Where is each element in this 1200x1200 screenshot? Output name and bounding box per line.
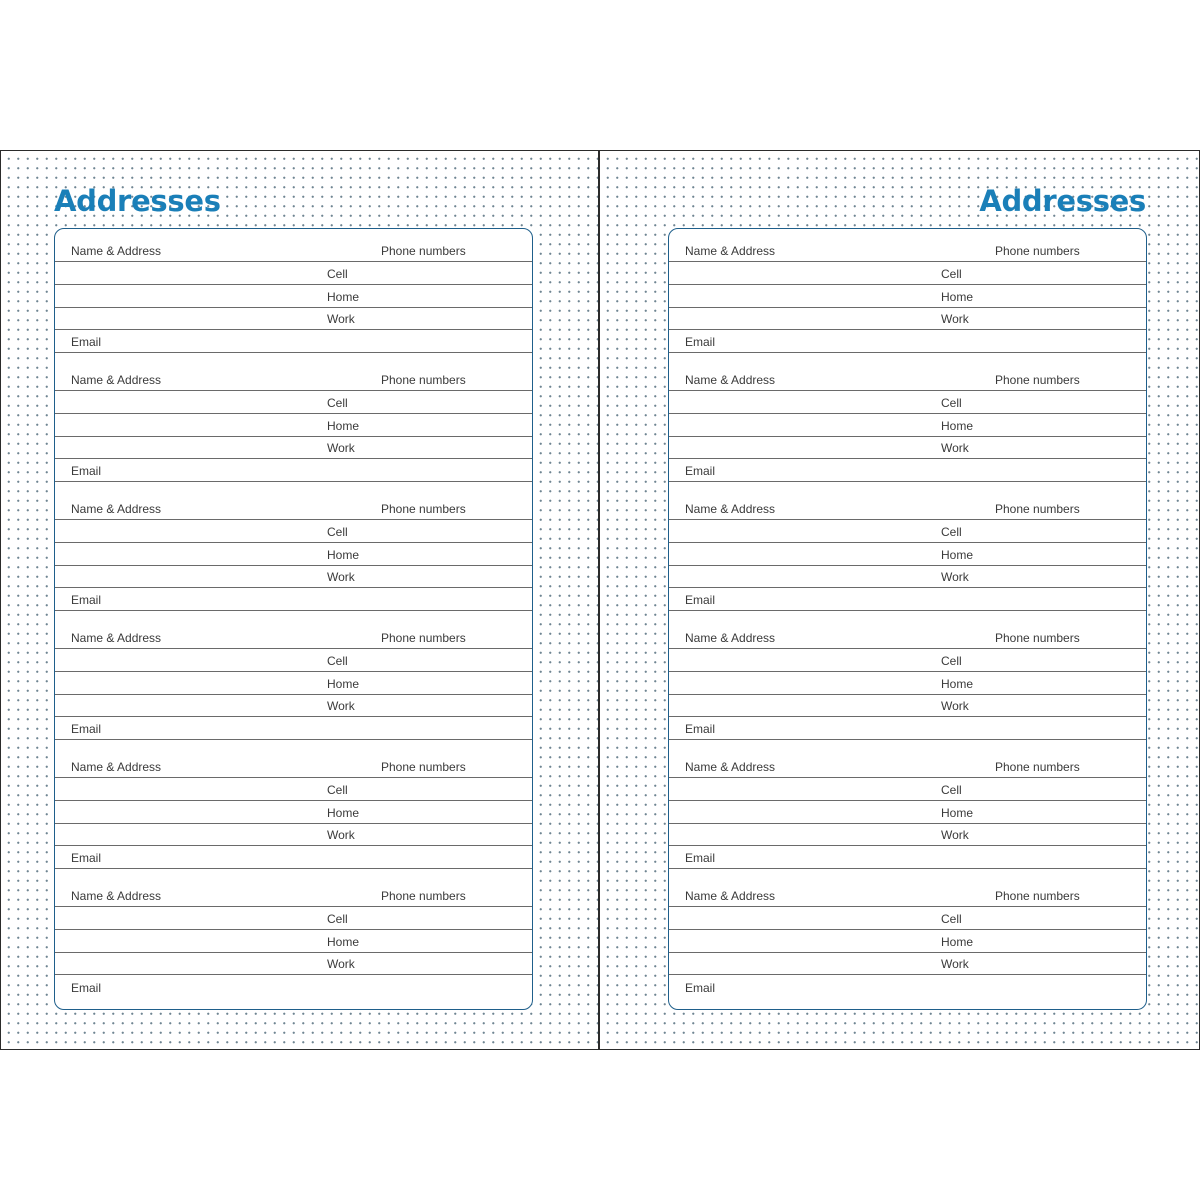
home-row[interactable] (55, 543, 532, 566)
email-label: Email (685, 981, 716, 996)
work-label: Work (941, 441, 969, 456)
work-label: Work (327, 570, 355, 585)
left-page (0, 150, 599, 1050)
work-label: Work (327, 699, 355, 714)
notebook-spread (0, 150, 1200, 1050)
phone-numbers-label: Phone numbers (381, 760, 466, 774)
name-address-row[interactable] (55, 239, 532, 262)
home-row[interactable] (55, 672, 532, 695)
name-address-row[interactable] (669, 755, 1146, 778)
phone-numbers-label: Phone numbers (995, 760, 1080, 774)
home-row[interactable] (669, 930, 1146, 953)
email-label: Email (685, 593, 716, 608)
email-row[interactable] (669, 717, 1146, 740)
phone-numbers-label: Phone numbers (381, 373, 466, 387)
name-address-label: Name & Address (71, 373, 162, 387)
home-label: Home (941, 289, 974, 304)
email-label: Email (685, 464, 716, 479)
address-entry (55, 487, 532, 616)
home-row[interactable] (669, 801, 1146, 824)
email-row[interactable] (669, 846, 1146, 869)
name-address-label: Name & Address (685, 889, 776, 903)
name-address-label: Name & Address (71, 760, 162, 774)
cell-row[interactable] (669, 262, 1146, 285)
work-row[interactable] (55, 566, 532, 589)
address-entry (669, 358, 1146, 487)
email-row[interactable] (669, 330, 1146, 353)
home-label: Home (327, 289, 360, 304)
phone-numbers-label: Phone numbers (381, 631, 466, 645)
phone-numbers-label: Phone numbers (995, 502, 1080, 516)
name-address-row[interactable] (55, 497, 532, 520)
work-row[interactable] (55, 824, 532, 847)
cell-label: Cell (327, 266, 348, 281)
home-row[interactable] (669, 414, 1146, 437)
email-row[interactable] (669, 975, 1146, 998)
cell-row[interactable] (55, 262, 532, 285)
name-address-row[interactable] (669, 239, 1146, 262)
email-label: Email (71, 851, 102, 866)
home-row[interactable] (669, 285, 1146, 308)
email-row[interactable] (55, 588, 532, 611)
work-row[interactable] (669, 308, 1146, 331)
address-card (54, 228, 533, 1010)
address-entry (55, 358, 532, 487)
cell-label: Cell (327, 782, 348, 797)
cell-row[interactable] (669, 520, 1146, 543)
name-address-row[interactable] (669, 626, 1146, 649)
email-row[interactable] (55, 330, 532, 353)
email-row[interactable] (55, 459, 532, 482)
work-row[interactable] (55, 437, 532, 460)
cell-row[interactable] (669, 907, 1146, 930)
address-entry (669, 229, 1146, 358)
email-row[interactable] (55, 846, 532, 869)
cell-row[interactable] (669, 649, 1146, 672)
phone-numbers-label: Phone numbers (381, 502, 466, 516)
address-entry (55, 616, 532, 745)
home-label: Home (327, 547, 360, 562)
page-title: Addresses (54, 184, 221, 218)
cell-label: Cell (941, 911, 962, 926)
name-address-row[interactable] (669, 884, 1146, 907)
work-label: Work (941, 699, 969, 714)
work-row[interactable] (55, 953, 532, 976)
home-label: Home (941, 934, 974, 949)
name-address-label: Name & Address (71, 631, 162, 645)
cell-row[interactable] (55, 391, 532, 414)
right-page (599, 150, 1200, 1050)
home-label: Home (941, 547, 974, 562)
name-address-label: Name & Address (685, 373, 776, 387)
work-label: Work (327, 441, 355, 456)
work-label: Work (327, 312, 355, 327)
email-label: Email (71, 593, 102, 608)
name-address-label: Name & Address (685, 760, 776, 774)
email-label: Email (71, 335, 102, 350)
name-address-row[interactable] (669, 368, 1146, 391)
cell-row[interactable] (55, 520, 532, 543)
cell-label: Cell (941, 395, 962, 410)
name-address-label: Name & Address (71, 502, 162, 516)
home-row[interactable] (55, 285, 532, 308)
address-entry (669, 745, 1146, 874)
home-label: Home (941, 676, 974, 691)
name-address-row[interactable] (55, 755, 532, 778)
email-label: Email (685, 335, 716, 350)
name-address-row[interactable] (55, 626, 532, 649)
phone-numbers-label: Phone numbers (995, 244, 1080, 258)
work-label: Work (941, 312, 969, 327)
work-row[interactable] (55, 308, 532, 331)
cell-label: Cell (327, 911, 348, 926)
page-title: Addresses (979, 184, 1146, 218)
address-entry (55, 874, 532, 1003)
work-label: Work (941, 570, 969, 585)
home-label: Home (941, 418, 974, 433)
cell-label: Cell (327, 653, 348, 668)
cell-label: Cell (941, 653, 962, 668)
work-row[interactable] (669, 566, 1146, 589)
address-entry (669, 487, 1146, 616)
email-row[interactable] (55, 717, 532, 740)
home-label: Home (941, 805, 974, 820)
name-address-label: Name & Address (685, 502, 776, 516)
email-row[interactable] (669, 459, 1146, 482)
name-address-label: Name & Address (71, 244, 162, 258)
name-address-label: Name & Address (685, 631, 776, 645)
phone-numbers-label: Phone numbers (995, 373, 1080, 387)
address-entry (669, 874, 1146, 1003)
email-label: Email (685, 722, 716, 737)
work-row[interactable] (669, 824, 1146, 847)
work-row[interactable] (669, 953, 1146, 976)
work-label: Work (941, 957, 969, 972)
work-row[interactable] (55, 695, 532, 718)
work-label: Work (327, 828, 355, 843)
work-label: Work (327, 957, 355, 972)
email-label: Email (71, 464, 102, 479)
name-address-row[interactable] (55, 368, 532, 391)
home-row[interactable] (669, 672, 1146, 695)
home-label: Home (327, 418, 360, 433)
work-row[interactable] (669, 695, 1146, 718)
cell-row[interactable] (669, 778, 1146, 801)
phone-numbers-label: Phone numbers (381, 244, 466, 258)
cell-label: Cell (327, 524, 348, 539)
email-row[interactable] (669, 588, 1146, 611)
cell-label: Cell (941, 782, 962, 797)
home-row[interactable] (55, 930, 532, 953)
name-address-row[interactable] (669, 497, 1146, 520)
home-label: Home (327, 934, 360, 949)
name-address-row[interactable] (55, 884, 532, 907)
phone-numbers-label: Phone numbers (995, 889, 1080, 903)
home-row[interactable] (55, 414, 532, 437)
cell-row[interactable] (55, 649, 532, 672)
email-label: Email (685, 851, 716, 866)
home-label: Home (327, 676, 360, 691)
phone-numbers-label: Phone numbers (381, 889, 466, 903)
cell-row[interactable] (55, 907, 532, 930)
cell-row[interactable] (55, 778, 532, 801)
cell-label: Cell (327, 395, 348, 410)
name-address-label: Name & Address (71, 889, 162, 903)
email-label: Email (71, 722, 102, 737)
email-label: Email (71, 981, 102, 996)
work-row[interactable] (669, 437, 1146, 460)
address-entry (55, 745, 532, 874)
name-address-label: Name & Address (685, 244, 776, 258)
home-label: Home (327, 805, 360, 820)
work-label: Work (941, 828, 969, 843)
phone-numbers-label: Phone numbers (995, 631, 1080, 645)
email-row[interactable] (55, 975, 532, 998)
cell-row[interactable] (669, 391, 1146, 414)
home-row[interactable] (55, 801, 532, 824)
home-row[interactable] (669, 543, 1146, 566)
cell-label: Cell (941, 266, 962, 281)
address-entry (55, 229, 532, 358)
address-entry (669, 616, 1146, 745)
cell-label: Cell (941, 524, 962, 539)
address-card (668, 228, 1147, 1010)
